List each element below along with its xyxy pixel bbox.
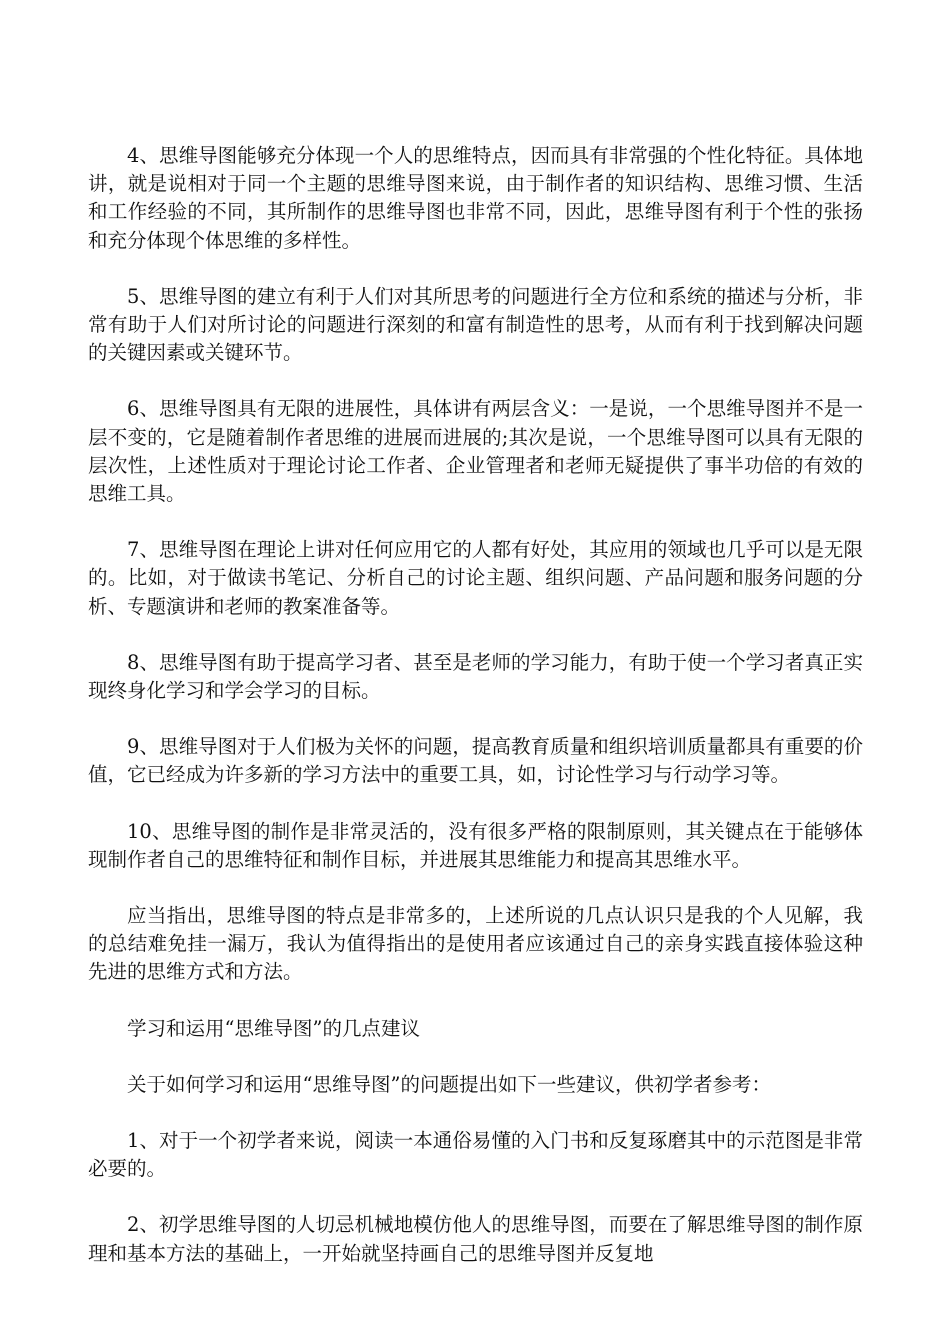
paragraph-6: 6、思维导图具有无限的进展性，具体讲有两层含义：一是说，一个思维导图并不是一层不变的，它是随着制作者思维的进展而进展的;其次是说，一个思维导图可以具有无限的层次性，上述性质对于理论讨论工作者、企业管理者和老师无疑提供了事半功倍的有效的思维工具。 [88,397,863,506]
paragraph-7: 7、思维导图在理论上讲对任何应用它的人都有好处，其应用的领域也几乎可以是无限的。比如，对于做读书笔记、分析自己的讨论主题、组织问题、产品问题和服务问题的分析、专题演讲和老师的教案准备等。 [88,538,863,618]
document-page [88,142,863,1296]
paragraph-8: 8、思维导图有助于提高学习者、甚至是老师的学习能力，有助于使一个学习者真正实现终身化学习和学会学习的目标。 [88,650,863,703]
section-heading: 学习和运用“思维导图”的几点建议 [127,1016,420,1040]
paragraph-4: 4、思维导图能够充分体现一个人的思维特点，因而具有非常强的个性化特征。具体地讲，就是说相对于同一个主题的思维导图来说，由于制作者的知识结构、思维习惯、生活和工作经验的不同，其所制作的思维导图也非常不同，因此，思维导图有利于个性的张扬和充分体现个体思维的多样性。 [88,144,863,252]
paragraph-5: 5、思维导图的建立有利于人们对其所思考的问题进行全方位和系统的描述与分析，非常有助于人们对所讨论的问题进行深刻的和富有制造性的思考，从而有利于找到解决问题的关键因素或关键环节。 [88,284,863,365]
suggestion-2: 2、初学思维导图的人切忌机械地模仿他人的思维导图，而要在了解思维导图的制作原理和基本方法的基础上，一开始就坚持画自己的思维导图并反复地 [88,1213,863,1265]
paragraph-9: 9、思维导图对于人们极为关怀的问题，提高教育质量和组织培训质量都具有重要的价值，它已经成为许多新的学习方法中的重要工具，如，讨论性学习与行动学习等。 [88,735,863,787]
suggestion-1: 1、对于一个初学者来说，阅读一本通俗易懂的入门书和反复琢磨其中的示范图是非常必要的。 [88,1129,863,1181]
suggestions-intro: 关于如何学习和运用“思维导图”的问题提出如下一些建议，供初学者参考： [127,1072,771,1096]
conclusion-paragraph: 应当指出，思维导图的特点是非常多的，上述所说的几点认识只是我的个人见解，我的总结难免挂一漏万，我认为值得指出的是使用者应该通过自己的亲身实践直接体验这种先进的思维方式和方法。 [88,904,863,984]
paragraph-10: 10、思维导图的制作是非常灵活的，没有很多严格的限制原则，其关键点在于能够体现制作者自己的思维特征和制作目标，并进展其思维能力和提高其思维水平。 [88,819,863,871]
